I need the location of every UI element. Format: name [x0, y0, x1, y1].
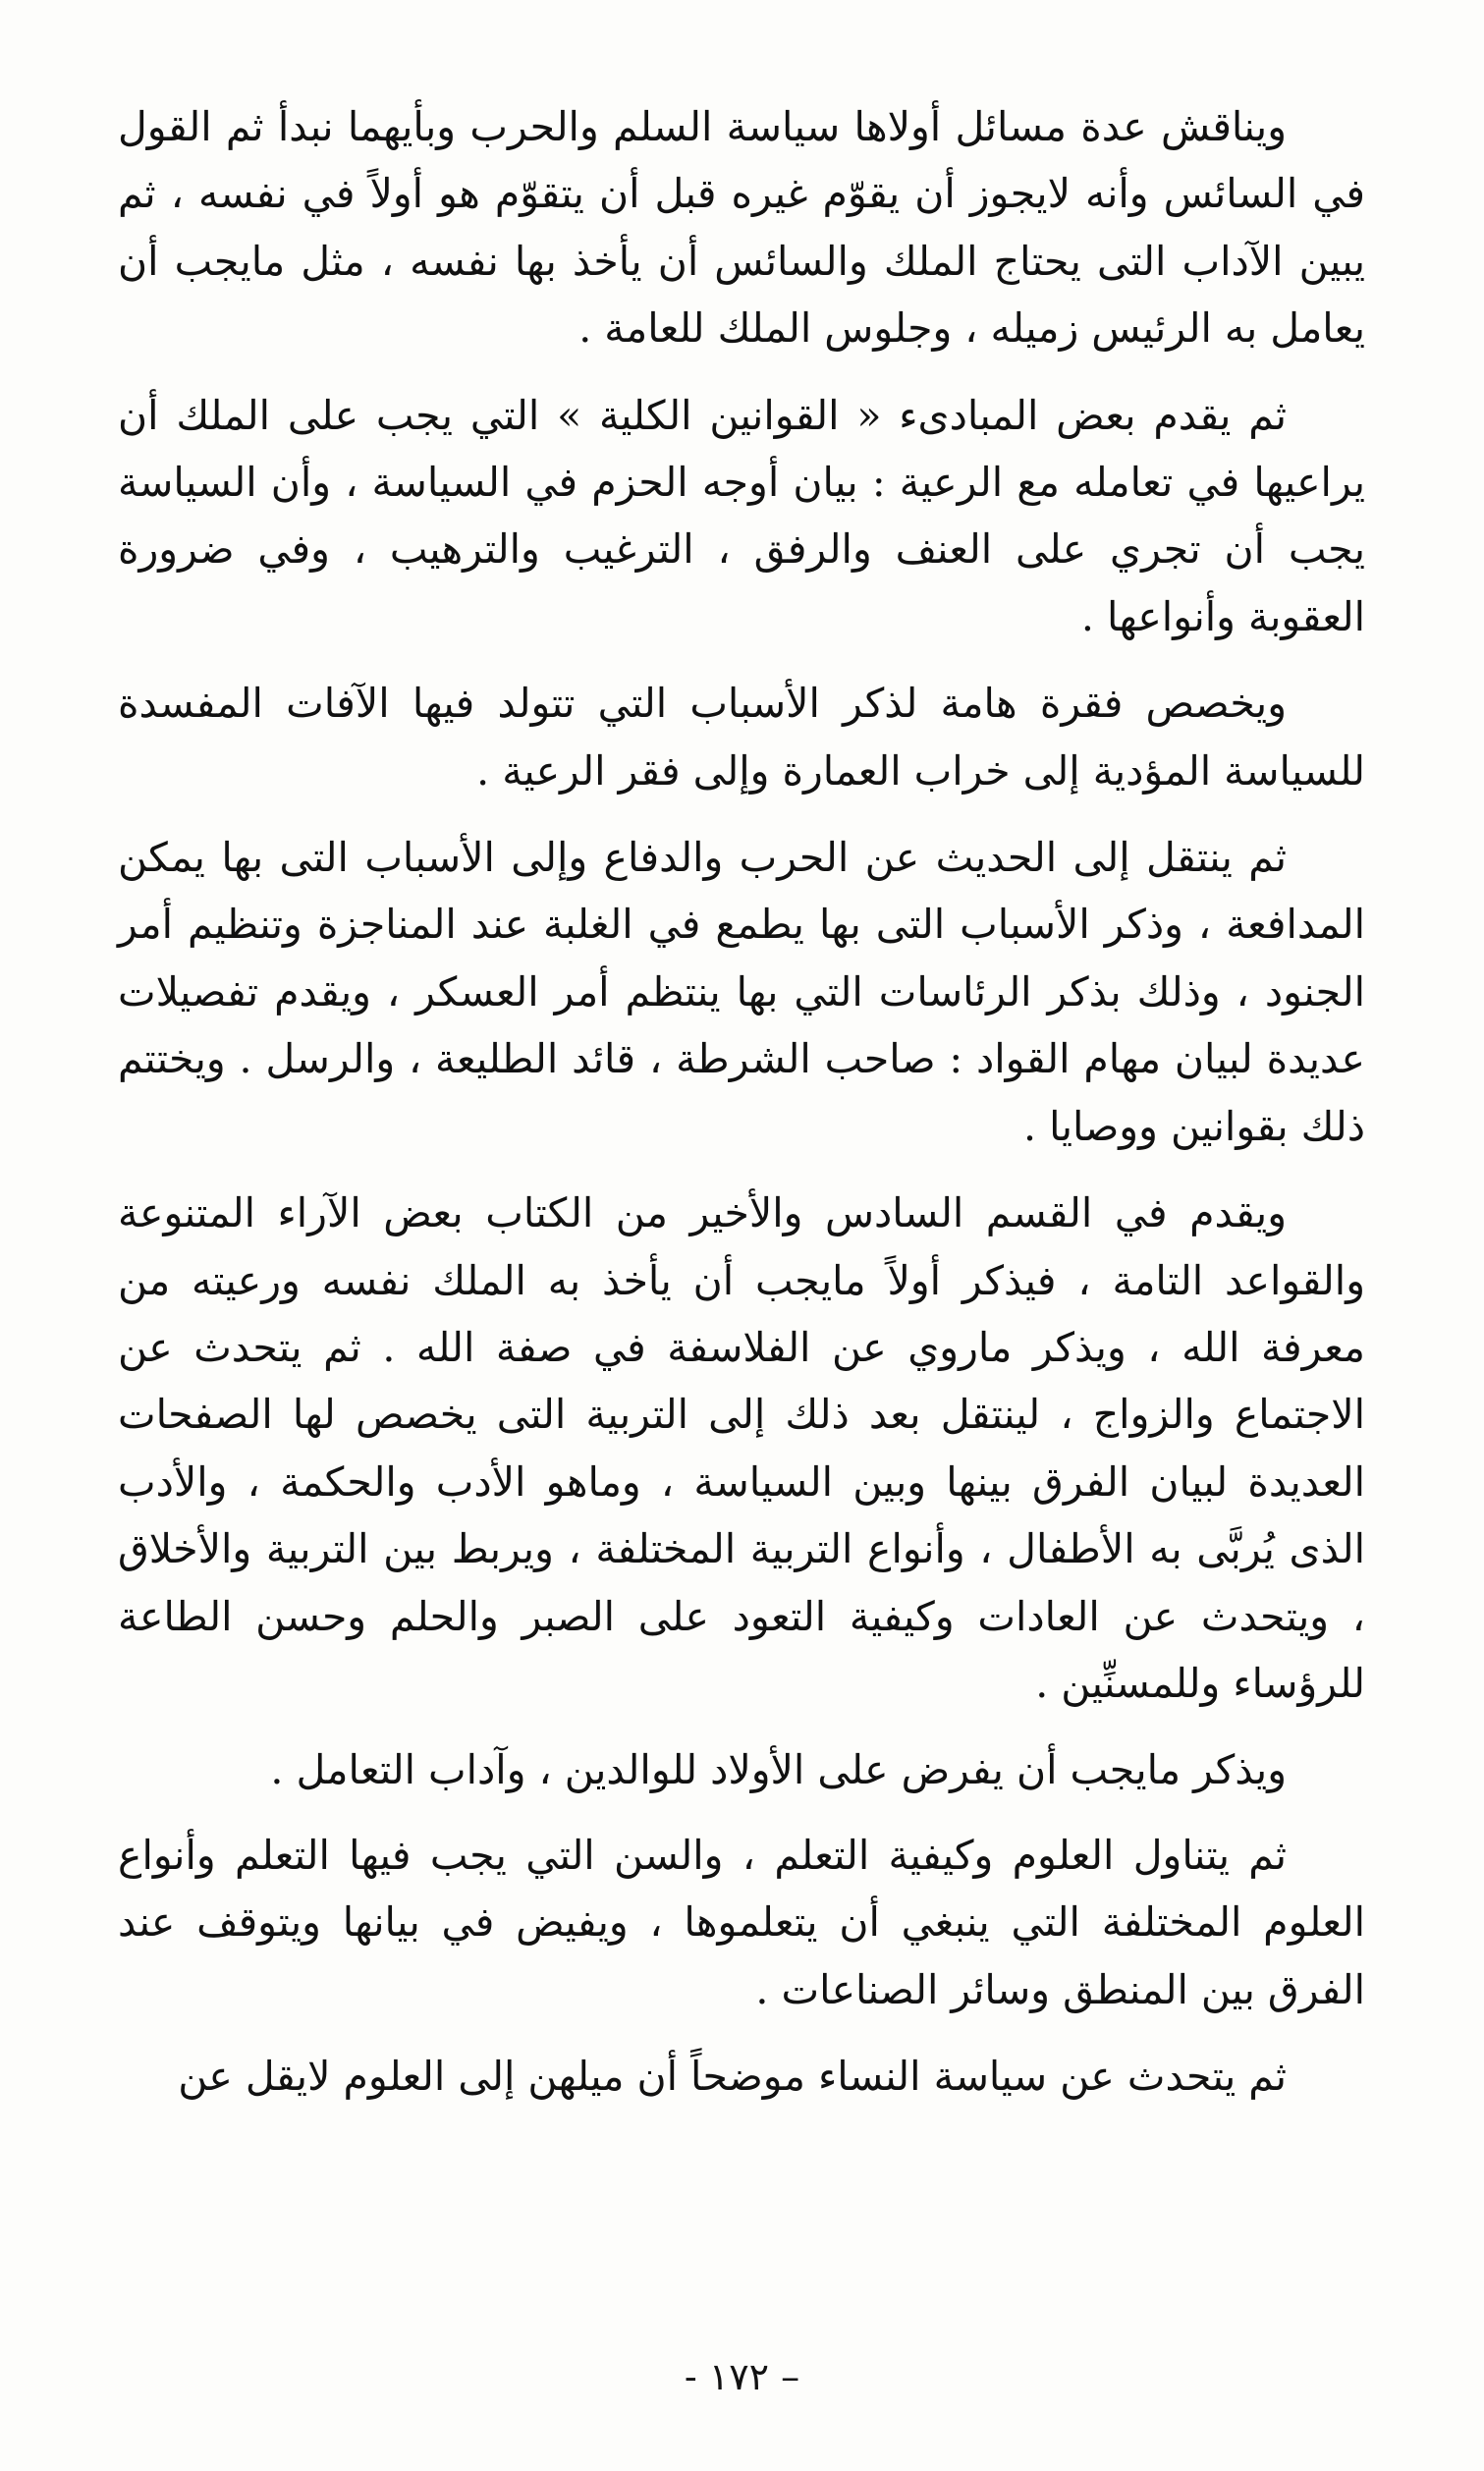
paragraph-5: ويقدم في القسم السادس والأخير من الكتاب بعض الآراء المتنوعة والقواعد التامة ، فيذكر أولاً مايجب أن يأخذ به الملك نفسه ورعيته من معرفة الله ، ويذكر ماروي عن الفلاسفة في صفة الله . ثم يتحدث عن الاجتماع والزواج ، لينتقل بعد ذلك إلى التربية التى يخصص لها الصفحات العديدة لبيان الفرق بينها وبين السياسة ، وماهو الأدب والحكمة ، والأدب الذى يُربَّى به الأطفال ، وأنواع التربية المختلفة ، ويربط بين التربية والأخلاق ، ويتحدث عن العادات وكيفية التعود على الصبر والحلم وحسن الطاعة للرؤساء وللمسنِّين . — [118, 1189, 1365, 1707]
paragraph-4: ثم ينتقل إلى الحديث عن الحرب والدفاع وإلى الأسباب التى بها يمكن المدافعة ، وذكر الأسباب التى بها يطمع في الغلبة عند المناجزة وتنظيم أمر الجنود ، وذلك بذكر الرئاسات التي بها ينتظم أمر العسكر ، ويقدم تفصيلات عديدة لبيان مهام القواد : صاحب الشرطة ، قائد الطليعة ، والرسل . ويختتم ذلك بقوانين ووصايا . — [118, 834, 1365, 1150]
paragraph-7: ثم يتناول العلوم وكيفية التعلم ، والسن التي يجب فيها التعلم وأنواع العلوم المختلفة التي ينبغي أن يتعلموها ، ويفيض في بيانها ويتوقف عند الفرق بين المنطق وسائر الصناعات . — [118, 1831, 1365, 2013]
paragraph-3: ويخصص فقرة هامة لذكر الأسباب التي تتولد فيها الآفات المفسدة للسياسة المؤدية إلى خراب العمارة وإلى فقر الرعية . — [118, 680, 1365, 795]
paragraph-2: ثم يقدم بعض المبادىء « القوانين الكلية » التي يجب على الملك أن يراعيها في تعامله مع الرعية : بيان أوجه الحزم في السياسة ، وأن السياسة يجب أن تجري على العنف والرفق ، الترغيب والترهيب ، وفي ضرورة العقوبة وأنواعها . — [118, 391, 1365, 640]
page-number: – ١٧٢ - — [684, 2355, 800, 2398]
paragraph-1: ويناقش عدة مسائل أولاها سياسة السلم والحرب وبأيهما نبدأ ثم القول في السائس وأنه لايجوز أن يقوّم غيره قبل أن يتقوّم هو أولاً في نفسه ، ثم يبين الآداب التى يحتاج الملك والسائس أن يأخذ بها نفسه ، مثل مايجب أن يعامل به الرئيس زميله ، وجلوس الملك للعامة . — [118, 103, 1366, 353]
body-text — [118, 93, 1365, 2129]
paragraph-8: ثم يتحدث عن سياسة النساء موضحاً أن ميلهن إلى العلوم لايقل عن — [178, 2052, 1287, 2100]
paragraph-6: ويذكر مايجب أن يفرض على الأولاد للوالدين ، وآداب التعامل . — [270, 1746, 1287, 1794]
